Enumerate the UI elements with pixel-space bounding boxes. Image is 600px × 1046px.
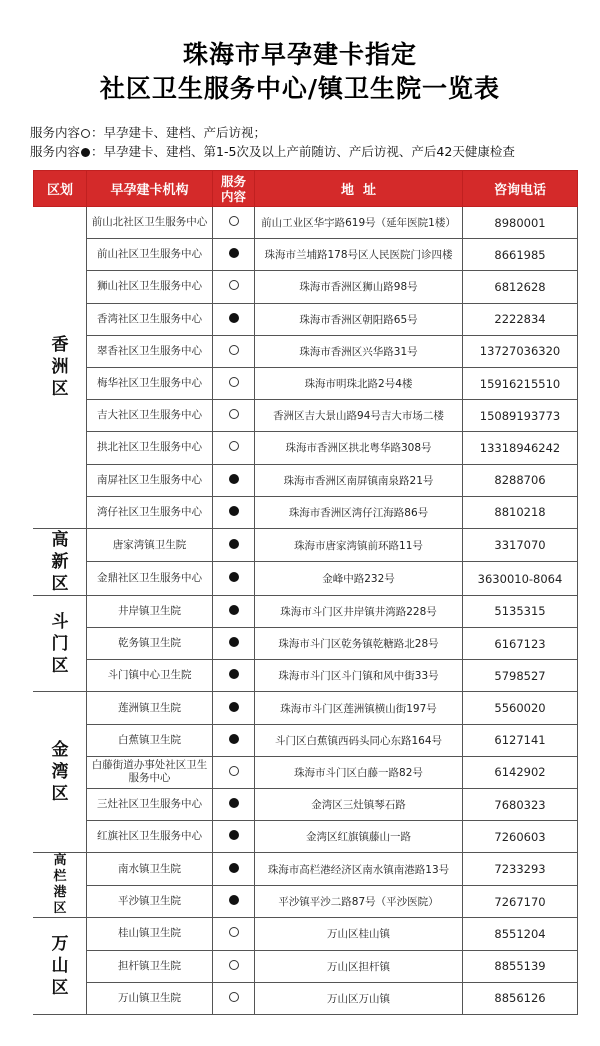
legend-full-text: ：早孕建卡、建档、第1-5次及以上产前随访、产后访视、产后42天健康检查 — [91, 144, 515, 159]
district-char: 门 — [51, 633, 69, 654]
header-service-line2: 内容 — [220, 188, 246, 204]
phone-number: 2222834 — [463, 303, 578, 335]
district-char: 区 — [51, 573, 69, 594]
phone-number: 8661985 — [463, 239, 578, 271]
address: 万山区桂山镇 — [255, 918, 463, 950]
table-row — [34, 400, 578, 432]
header-service-line1: 服务 — [220, 173, 246, 189]
table-body — [34, 207, 578, 1015]
phone-number: 7680323 — [463, 789, 578, 821]
open-circle-icon — [229, 960, 239, 970]
table-row — [34, 595, 578, 627]
table-row — [34, 982, 578, 1014]
service-cell — [213, 496, 255, 528]
page-title-line2: 社区卫生服务中心/镇卫生院一览表 — [99, 74, 501, 103]
district-cell — [34, 595, 87, 692]
address: 香洲区吉大景山路94号吉大市场二楼 — [255, 400, 463, 432]
table-row — [34, 724, 578, 756]
table-row — [34, 528, 578, 562]
table-row — [34, 660, 578, 692]
phone-number: 7260603 — [463, 821, 578, 853]
address: 前山工业区华宇路619号（延年医院1楼） — [255, 207, 463, 239]
service-cell — [213, 660, 255, 692]
district-char: 新 — [51, 551, 69, 572]
filled-circle-icon — [229, 798, 239, 808]
district-cell — [34, 528, 87, 595]
district-cell — [34, 918, 87, 1015]
table-row — [34, 885, 578, 918]
open-circle-icon — [229, 409, 239, 419]
org-name: 梅华社区卫生服务中心 — [87, 367, 213, 399]
phone-number: 8810218 — [463, 496, 578, 528]
filled-circle-icon — [229, 248, 239, 258]
org-name: 拱北社区卫生服务中心 — [87, 432, 213, 464]
district-char: 区 — [51, 655, 69, 676]
org-name: 唐家湾镇卫生院 — [87, 528, 213, 562]
service-cell — [213, 692, 255, 724]
table-row — [34, 303, 578, 335]
filled-circle-icon — [229, 863, 239, 873]
service-cell — [213, 271, 255, 303]
phone-number: 3317070 — [463, 528, 578, 562]
org-name: 白藤街道办事处社区卫生服务中心 — [87, 756, 213, 788]
service-cell — [213, 821, 255, 853]
filled-circle-icon — [229, 702, 239, 712]
table-row — [34, 207, 578, 239]
org-name: 湾仔社区卫生服务中心 — [87, 496, 213, 528]
address: 珠海市香洲区南屏镇南泉路21号 — [255, 464, 463, 496]
org-name: 担杆镇卫生院 — [87, 950, 213, 982]
district-char: 斗 — [51, 611, 69, 632]
address: 珠海市高栏港经济区南水镇南港路13号 — [255, 853, 463, 886]
filled-circle-icon — [229, 669, 239, 679]
org-name: 狮山社区卫生服务中心 — [87, 271, 213, 303]
phone-number: 15089193773 — [463, 400, 578, 432]
phone-number: 8856126 — [463, 982, 578, 1014]
table-row — [34, 335, 578, 367]
org-name: 万山镇卫生院 — [87, 982, 213, 1014]
header-org: 早孕建卡机构 — [87, 171, 213, 207]
district-char: 万 — [51, 934, 69, 955]
table-row — [34, 789, 578, 821]
phone-number: 7233293 — [463, 853, 578, 886]
table-row — [34, 464, 578, 496]
district-char: 高 — [53, 853, 67, 869]
address: 珠海市香洲区兴华路31号 — [255, 335, 463, 367]
filled-circle-icon — [229, 830, 239, 840]
address: 平沙镇平沙二路87号（平沙医院） — [255, 885, 463, 918]
phone-number: 13318946242 — [463, 432, 578, 464]
phone-number: 6167123 — [463, 628, 578, 660]
service-cell — [213, 464, 255, 496]
address: 珠海市斗门区斗门镇和风中街33号 — [255, 660, 463, 692]
district-char: 洲 — [51, 357, 69, 378]
org-name: 三灶社区卫生服务中心 — [87, 789, 213, 821]
phone-number: 5798527 — [463, 660, 578, 692]
service-cell — [213, 918, 255, 950]
org-name: 前山社区卫生服务中心 — [87, 239, 213, 271]
address: 万山区担杆镇 — [255, 950, 463, 982]
address: 珠海市斗门区井岸镇井湾路228号 — [255, 595, 463, 627]
service-cell — [213, 595, 255, 627]
org-name: 乾务镇卫生院 — [87, 628, 213, 660]
table-row — [34, 918, 578, 950]
table-row — [34, 239, 578, 271]
table-header-row — [34, 171, 578, 207]
filled-circle-icon — [229, 605, 239, 615]
open-circle-icon — [229, 992, 239, 1002]
district-char: 高 — [51, 529, 69, 550]
phone-number: 8288706 — [463, 464, 578, 496]
phone-number: 5560020 — [463, 692, 578, 724]
open-circle-icon — [229, 377, 239, 387]
phone-number: 6142902 — [463, 756, 578, 788]
district-char: 区 — [51, 784, 69, 805]
table-row — [34, 821, 578, 853]
header-address: 地 址 — [255, 171, 463, 207]
table-row — [34, 692, 578, 724]
phone-number: 3630010-8064 — [463, 562, 578, 596]
org-name: 斗门镇中心卫生院 — [87, 660, 213, 692]
district-char: 香 — [51, 335, 69, 356]
district-cell — [34, 207, 87, 529]
table-row — [34, 271, 578, 303]
address: 珠海市斗门区莲洲镇横山街197号 — [255, 692, 463, 724]
table-row — [34, 562, 578, 596]
service-cell — [213, 207, 255, 239]
district-char: 区 — [51, 978, 69, 999]
service-cell — [213, 335, 255, 367]
district-char: 区 — [53, 901, 67, 917]
service-cell — [213, 562, 255, 596]
filled-circle-icon — [229, 506, 239, 516]
phone-number: 5135315 — [463, 595, 578, 627]
address: 斗门区白蕉镇西码头同心东路164号 — [255, 724, 463, 756]
org-name: 桂山镇卫生院 — [87, 918, 213, 950]
table-row — [34, 950, 578, 982]
header-phone: 咨询电话 — [463, 171, 578, 207]
phone-number: 13727036320 — [463, 335, 578, 367]
filled-circle-icon — [229, 474, 239, 484]
phone-number: 8855139 — [463, 950, 578, 982]
org-name: 南屏社区卫生服务中心 — [87, 464, 213, 496]
service-cell — [213, 432, 255, 464]
org-name: 香湾社区卫生服务中心 — [87, 303, 213, 335]
header-service — [213, 171, 255, 207]
org-name: 莲洲镇卫生院 — [87, 692, 213, 724]
phone-number: 8980001 — [463, 207, 578, 239]
address: 珠海市斗门区乾务镇乾糖路北28号 — [255, 628, 463, 660]
org-name: 红旗社区卫生服务中心 — [87, 821, 213, 853]
legend-open-prefix: 服务内容 — [30, 125, 81, 140]
service-cell — [213, 885, 255, 918]
filled-circle-icon — [229, 539, 239, 549]
table-row — [34, 756, 578, 788]
phone-number: 6127141 — [463, 724, 578, 756]
open-circle-icon — [229, 345, 239, 355]
address: 珠海市香洲区狮山路98号 — [255, 271, 463, 303]
table-row — [34, 367, 578, 399]
address: 珠海市兰埔路178号区人民医院门诊四楼 — [255, 239, 463, 271]
org-name: 前山北社区卫生服务中心 — [87, 207, 213, 239]
filled-circle-icon — [229, 572, 239, 582]
open-circle-icon — [229, 766, 239, 776]
district-char: 山 — [51, 956, 69, 977]
service-cell — [213, 982, 255, 1014]
address: 珠海市香洲区湾仔江海路86号 — [255, 496, 463, 528]
open-circle-icon — [229, 280, 239, 290]
phone-number: 6812628 — [463, 271, 578, 303]
district-char: 区 — [51, 379, 69, 400]
legend-full — [30, 142, 515, 160]
table-row — [34, 496, 578, 528]
open-circle-icon — [229, 216, 239, 226]
org-name: 金鼎社区卫生服务中心 — [87, 562, 213, 596]
page-title-line1: 珠海市早孕建卡指定 — [182, 40, 417, 69]
header-district: 区划 — [34, 171, 87, 207]
table-row — [34, 628, 578, 660]
open-circle-icon — [229, 441, 239, 451]
service-cell — [213, 853, 255, 886]
address: 万山区万山镇 — [255, 982, 463, 1014]
open-circle-icon — [81, 129, 90, 138]
service-cell — [213, 400, 255, 432]
legend-open-text: ：早孕建卡、建档、产后访视； — [91, 125, 267, 140]
open-circle-icon — [229, 927, 239, 937]
district-char: 金 — [51, 740, 69, 761]
org-name: 白蕉镇卫生院 — [87, 724, 213, 756]
org-name: 翠香社区卫生服务中心 — [87, 335, 213, 367]
district-char: 湾 — [51, 762, 69, 783]
phone-number: 15916215510 — [463, 367, 578, 399]
org-name: 井岸镇卫生院 — [87, 595, 213, 627]
filled-circle-icon — [229, 313, 239, 323]
address: 珠海市明珠北路2号4楼 — [255, 367, 463, 399]
org-name: 平沙镇卫生院 — [87, 885, 213, 918]
address: 珠海市香洲区拱北粤华路308号 — [255, 432, 463, 464]
org-name: 南水镇卫生院 — [87, 853, 213, 886]
table-row — [34, 853, 578, 886]
address: 金峰中路232号 — [255, 562, 463, 596]
district-char: 栏 — [53, 869, 67, 885]
filled-circle-icon — [81, 148, 90, 157]
filled-circle-icon — [229, 895, 239, 905]
filled-circle-icon — [229, 734, 239, 744]
phone-number: 7267170 — [463, 885, 578, 918]
legend-full-prefix: 服务内容 — [30, 144, 81, 159]
district-cell — [34, 853, 87, 918]
address: 金湾区红旗镇藤山一路 — [255, 821, 463, 853]
address: 珠海市唐家湾镇前环路11号 — [255, 528, 463, 562]
service-cell — [213, 628, 255, 660]
service-cell — [213, 724, 255, 756]
service-cell — [213, 950, 255, 982]
service-cell — [213, 303, 255, 335]
clinic-table — [33, 170, 578, 1015]
table-row — [34, 432, 578, 464]
service-cell — [213, 789, 255, 821]
address: 珠海市斗门区白藤一路82号 — [255, 756, 463, 788]
service-cell — [213, 756, 255, 788]
service-cell — [213, 239, 255, 271]
filled-circle-icon — [229, 637, 239, 647]
district-cell — [34, 692, 87, 853]
address: 金湾区三灶镇琴石路 — [255, 789, 463, 821]
phone-number: 8551204 — [463, 918, 578, 950]
address: 珠海市香洲区朝阳路65号 — [255, 303, 463, 335]
org-name: 吉大社区卫生服务中心 — [87, 400, 213, 432]
service-cell — [213, 528, 255, 562]
legend-open — [30, 123, 266, 141]
service-cell — [213, 367, 255, 399]
district-char: 港 — [53, 885, 67, 901]
